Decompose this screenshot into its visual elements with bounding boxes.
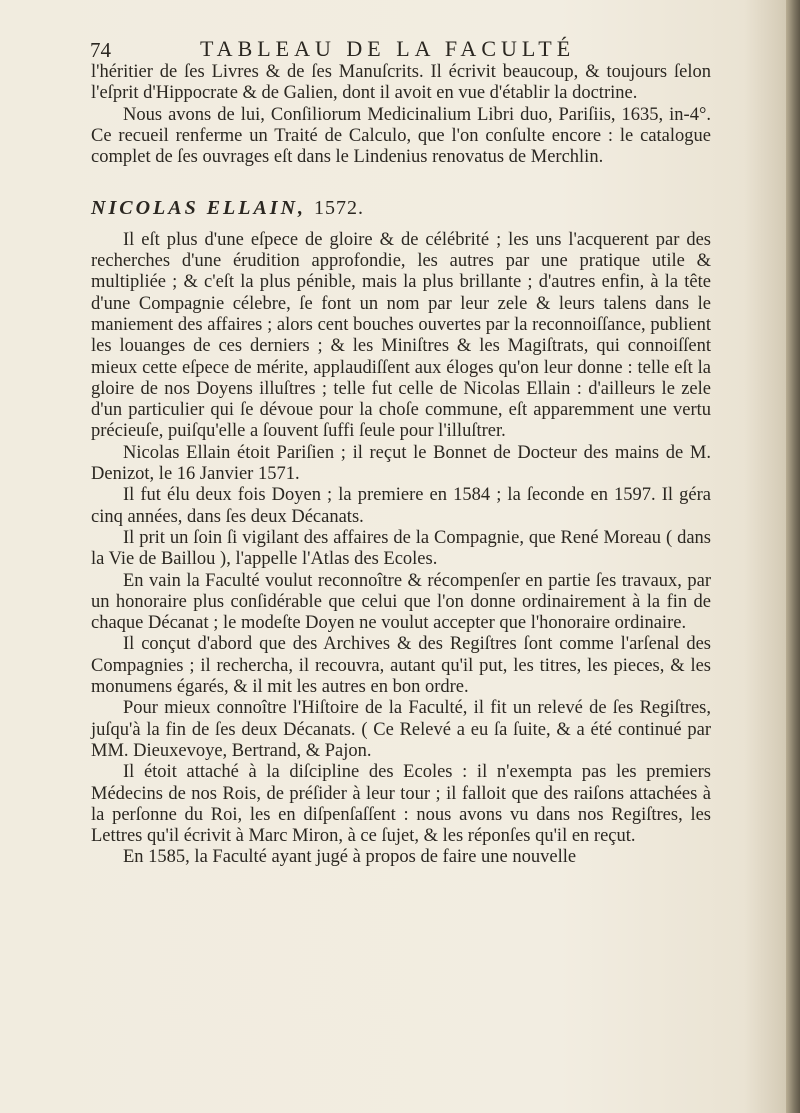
- paragraph: En vain la Faculté voulut reconnoître & récompenſer en partie ſes travaux, par un honoraire plus conſidérable que celui que l'on donne ordinairement à la fin de chaque Décanat ; le modeſte Doyen ne voulut accepter que l'honoraire ordinaire.: [91, 570, 711, 634]
- paragraph: Pour mieux connoître l'Hiſtoire de la Faculté, il fit un relevé de ſes Regiſtres, juſqu'à la fin de ſes deux Décanats. ( Ce Relevé a eu ſa ſuite, & a été continué par MM. Dieuxevoye, Bertrand, & Pajon.: [91, 698, 711, 761]
- page-number: 74: [90, 38, 111, 62]
- paragraph: Il prit un ſoin ſi vigilant des affaires de la Compagnie, que René Moreau ( dans la Vie de Baillou ), l'appelle l'Atlas des Ecoles.: [91, 527, 711, 570]
- page-edge: [786, 0, 800, 1113]
- paragraph: Nicolas Ellain étoit Pariſien ; il reçut le Bonnet de Docteur des mains de M. Denizot, le 16 Janvier 1571.: [91, 442, 711, 485]
- paragraph: Il conçut d'abord que des Archives & des Regiſtres ſont comme l'arſenal des Compagnies ; il rechercha, il recouvra, autant qu'il put, les titres, les pieces, & les monumens égarés, & il mit les autres en bon ordre.: [91, 634, 711, 698]
- page-body: [91, 62, 711, 869]
- section-heading-name: NICOLAS ELLAIN,: [91, 197, 307, 220]
- paragraph: Nous avons de lui, Conſiliorum Medicinalium Libri duo, Pariſiis, 1635, in-4°. Ce recueil renferme un Traité de Calculo, que l'on conſulte encore : le catalogue complet de ſes ouvrages eſt dans le Lindenius renovatus de Merchlin.: [91, 104, 711, 168]
- paragraph: En 1585, la Faculté ayant jugé à propos de faire une nouvelle: [123, 847, 577, 868]
- paragraph: Il eſt plus d'une eſpece de gloire & de célébrité ; les uns l'acquerent par des recherches d'une érudition approfondie, les autres par une pratique utile & multipliée ; & c'eſt la plus pénible, mais la plus brillante ; d'autres enfin, à la tête d'une Compagnie célebre, ſe font un nom par leur zele & leurs talens dans le maniement des affaires ; alors cent bouches ouvertes par la reconnoiſſance, publient les louanges de ces derniers ; & les Miniſtres & les Magiſtrats, qui connoiſſent mieux cette eſpece de mérite, applaudiſſent aux éloges qu'on leur donne : telle eſt la gloire de nos Doyens illuſtres ; telle fut celle de Nicolas Ellain : d'ailleurs le zele d'un particulier qui ſe dévoue pour la choſe commune, eſt apparemment une vertu précieuſe, puiſqu'elle a ſouvent ſuffi ſeule pour l'illuſtrer.: [91, 229, 711, 442]
- running-title: TABLEAU DE LA FACULTÉ: [200, 36, 576, 61]
- section-heading-year: 1572.: [314, 197, 365, 220]
- section-heading: [91, 198, 711, 219]
- paragraph: l'héritier de ſes Livres & de ſes Manuſcrits. Il écrivit beaucoup, & toujours ſelon l'eſprit d'Hippocrate & de Galien, dont il avoit en vue d'établir la doctrine.: [91, 62, 711, 104]
- paragraph: Il fut élu deux fois Doyen ; la premiere en 1584 ; la ſeconde en 1597. Il géra cinq années, dans ſes deux Décanats.: [91, 485, 711, 527]
- paragraph: Il étoit attaché à la diſcipline des Ecoles : il n'exempta pas les premiers Médecins de nos Rois, de préſider à leur tour ; il falloit que des raiſons attachées à la perſonne du Roi, les en diſpenſaſſent : nous avons vu dans nos Regiſtres, les Lettres qu'il écrivit à Marc Miron, à ce ſujet, & les réponſes qu'il en reçut.: [91, 762, 711, 847]
